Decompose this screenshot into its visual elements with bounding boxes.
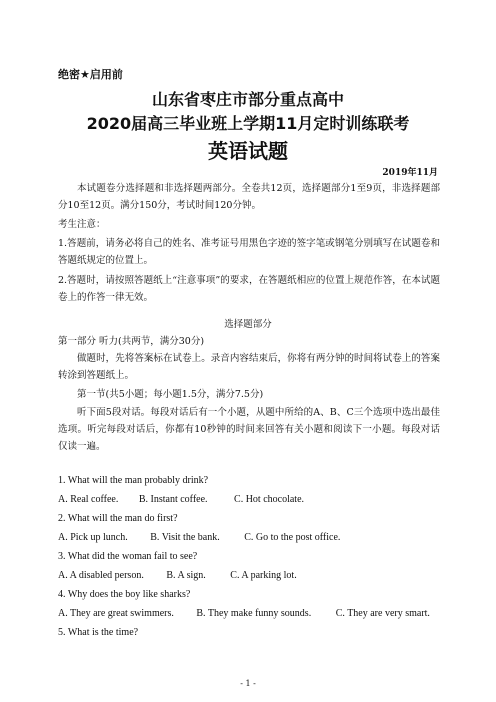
option-a: A. A disabled person. <box>58 570 144 581</box>
options-2 <box>58 529 440 546</box>
options-1 <box>58 491 440 508</box>
intro-paragraph: 本试题卷分选择题和非选择题两部分。全卷共12页，选择题部分1至9页，非选择题部分10至12页。满分150分，考试时间120分钟。 <box>58 183 440 211</box>
notice-item-1: 1.答题前，请务必将自己的姓名、准考证号用黑色字迹的签字笔或钢笔分别填写在试题卷和答题纸规定的位置上。 <box>58 238 440 266</box>
option-b: B. A sign. <box>166 570 206 581</box>
question-3: 3. What did the woman fail to see? <box>58 551 198 562</box>
confidential-label: 绝密★启用前 <box>58 68 123 81</box>
notice-heading: 考生注意： <box>58 219 106 230</box>
option-b: B. They make funny sounds. <box>196 608 312 619</box>
part1-instructions: 做题时，先将答案标在试卷上。录音内容结束后，你将有两分钟的时间将试卷上的答案转涂到答题纸上。 <box>58 353 440 381</box>
option-c: C. A parking lot. <box>230 570 297 581</box>
page-number: - 1 - <box>240 679 256 688</box>
section1-instructions: 听下面5段对话。每段对话后有一个小题，从题中所给的A、B、C三个选项中选出最佳选项。听完每段对话后，你都有10秒钟的时间来回答有关小题和阅读下一小题。每段对话仅读一遍。 <box>58 407 440 452</box>
section-choice: 选择题部分 <box>224 319 272 330</box>
option-b: B. Instant coffee. <box>138 494 208 505</box>
option-c: C. Go to the post office. <box>244 532 341 543</box>
exam-date: 2019年11月 <box>382 168 438 178</box>
question-5: 5. What is the time? <box>58 627 139 638</box>
part1-heading: 第一部分 听力(共两节，满分30分) <box>58 336 205 347</box>
option-a: A. Pick up lunch. <box>58 532 128 543</box>
option-a: A. Real coffee. <box>58 494 119 505</box>
options-4 <box>58 605 440 622</box>
question-4: 4. Why does the boy like sharks? <box>58 589 191 600</box>
option-b: B. Visit the bank. <box>150 532 220 543</box>
option-c: C. Hot chocolate. <box>234 494 305 505</box>
notice-item-2: 2.答题时，请按照答题纸上“注意事项”的要求，在答题纸相应的位置上规范作答，在本试题卷上的作答一律无效。 <box>58 275 440 303</box>
question-2: 2. What will the man do first? <box>58 513 178 524</box>
school-title: 山东省枣庄市部分重点高中 <box>151 90 344 109</box>
exam-title: 2020届高三毕业班上学期11月定时训练联考 <box>86 114 410 133</box>
question-1: 1. What will the man probably drink? <box>58 475 209 486</box>
options-3 <box>58 567 440 584</box>
subject-title: 英语试题 <box>208 139 288 163</box>
option-a: A. They are great swimmers. <box>58 608 174 619</box>
option-c: C. They are very smart. <box>335 608 430 619</box>
section1-heading: 第一节(共5小题；每小题1.5分，满分7.5分) <box>77 389 264 400</box>
